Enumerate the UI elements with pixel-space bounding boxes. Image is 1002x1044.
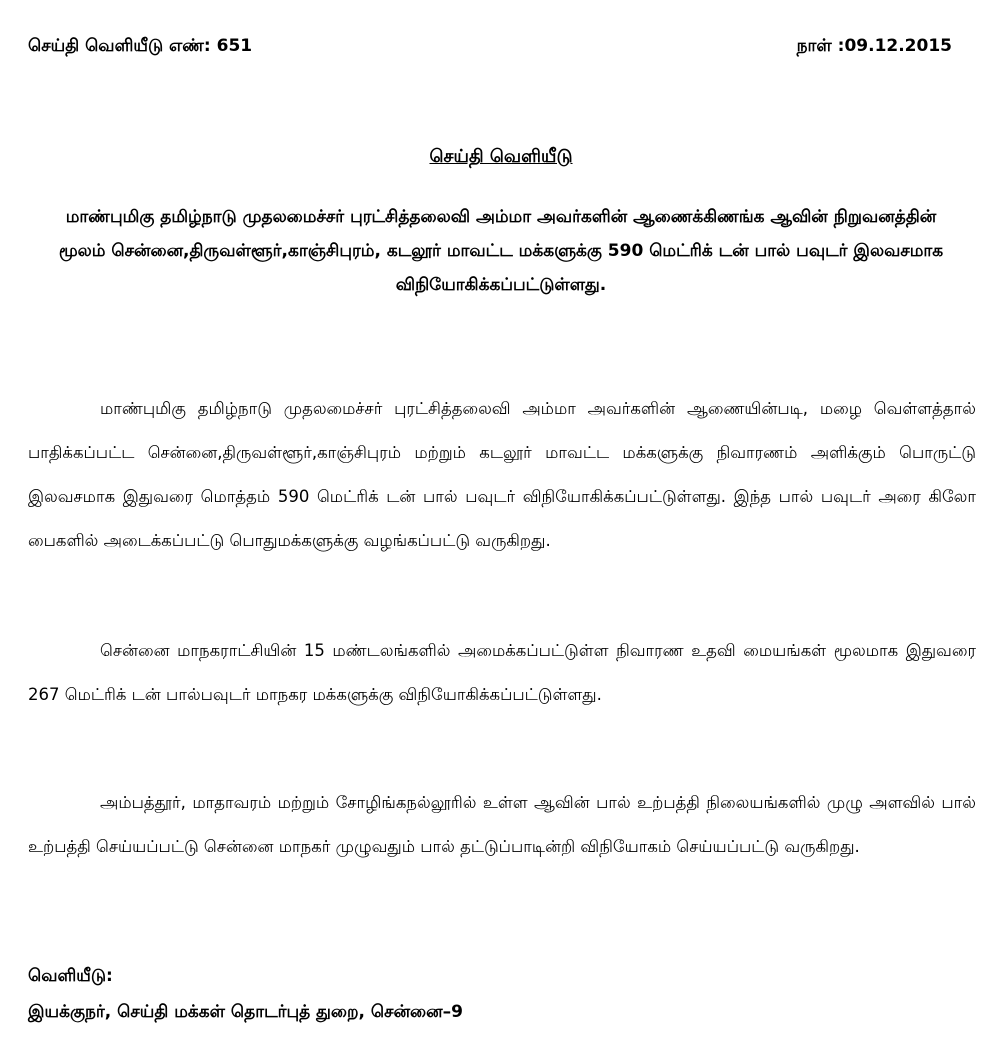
body-paragraph-3: அம்பத்தூர், மாதாவரம் மற்றும் சோழிங்கநல்லூரில் உள்ள ஆவின் பால் உற்பத்தி நிலையங்களில் முழு அளவில் பால் உற்பத்தி செய்யப்பட்டு சென்னை மாநகர் முழுவதும் பால் தட்டுப்பாடின்றி விநியோகம் செய்யப்பட்டு வருகிறது. xyxy=(28,792,976,856)
footer-label: வெளியீடு: xyxy=(28,966,113,986)
release-number: செய்தி வெளியீடு எண்: 651 xyxy=(28,36,253,56)
document-header xyxy=(28,36,952,58)
body-paragraph-2: சென்னை மாநகராட்சியின் 15 மண்டலங்களில் அமைக்கப்பட்டுள்ள நிவாரண உதவி மையங்கள் மூலமாக இதுவரை 267 மெட்ரிக் டன் பால்பவுடர் மாநகர மக்களுக்கு விநியோகிக்கப்பட்டுள்ளது. xyxy=(28,640,976,704)
footer-issuer: இயக்குநர், செய்தி மக்கள் தொடர்புத் துறை, சென்னை–9 xyxy=(28,1002,463,1022)
document-footer xyxy=(28,958,463,1030)
headline: மாண்புமிகு தமிழ்நாடு முதலமைச்சர் புரட்சித்தலைவி அம்மா அவர்களின் ஆணைக்கிணங்க ஆவின் நிறுவனத்தின் மூலம் சென்னை,திருவள்ளூர்,காஞ்சிபுரம், கடலூர் மாவட்ட மக்களுக்கு 590 மெட்ரிக் டன் பால் பவுடர் இலவசமாக விநியோகிக்கப்பட்டுள்ளது. xyxy=(58,207,944,295)
document-title: செய்தி வெளியீடு xyxy=(429,146,573,167)
body-paragraph-1: மாண்புமிகு தமிழ்நாடு முதலமைச்சர் புரட்சித்தலைவி அம்மா அவர்களின் ஆணையின்படி, மழை வெள்ளத்தால் பாதிக்கப்பட்ட சென்னை,திருவள்ளூர்,காஞ்சிபுரம் மற்றும் கடலூர் மாவட்ட மக்களுக்கு நிவாரணம் அளிக்கும் பொருட்டு இலவசமாக இதுவரை மொத்தம் 590 மெட்ரிக் டன் பால் பவுடர் விநியோகிக்கப்பட்டுள்ளது. இந்த பால் பவுடர் அரை கிலோ பைகளில் அடைக்கப்பட்டு பொதுமக்களுக்கு வழங்கப்பட்டு வருகிறது. xyxy=(28,398,976,550)
release-date: நாள் :09.12.2015 xyxy=(796,36,952,56)
